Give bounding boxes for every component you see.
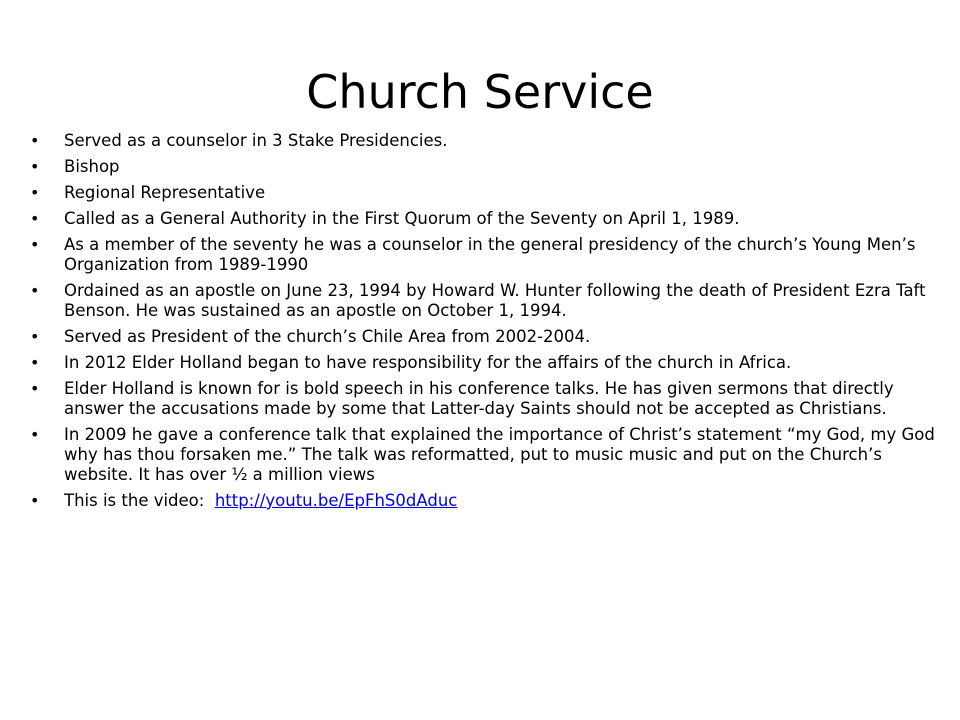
bullet-text: In 2009 he gave a conference talk that explained the importance of Christ’s statement “my God, my God why has thou forsaken me.” The talk was reformatted, put to music music and put on the Church’s website. It has over ½ a million views <box>64 425 935 484</box>
video-label: This is the video: <box>64 491 215 510</box>
bullet-icon: • <box>30 327 40 346</box>
list-item <box>30 425 955 485</box>
bullet-icon: • <box>30 379 40 398</box>
video-link[interactable]: http://youtu.be/EpFhS0dAduc <box>214 491 458 510</box>
bullet-text: Ordained as an apostle on June 23, 1994 by Howard W. Hunter following the death of President Ezra Taft Benson. He was sustained as an apostle on October 1, 1994. <box>64 281 926 320</box>
bullet-icon: • <box>30 235 40 254</box>
list-item <box>30 281 955 321</box>
bullet-list <box>30 131 955 517</box>
bullet-icon: • <box>30 491 40 510</box>
bullet-icon: • <box>30 157 40 176</box>
list-item-video <box>30 491 955 511</box>
bullet-icon: • <box>30 425 40 444</box>
bullet-icon: • <box>30 353 40 372</box>
bullet-icon: • <box>30 209 40 228</box>
bullet-text: Served as President of the church’s Chile Area from 2002-2004. <box>64 327 591 346</box>
bullet-icon: • <box>30 183 40 202</box>
bullet-text: Elder Holland is known for is bold speech in his conference talks. He has given sermons that directly answer the accusations made by some that Latter-day Saints should not be accepted as Christians. <box>64 379 894 418</box>
bullet-text: Bishop <box>64 157 120 176</box>
list-item <box>30 379 955 419</box>
list-item <box>30 209 955 229</box>
list-item <box>30 353 955 373</box>
bullet-text: Regional Representative <box>64 183 266 202</box>
list-item <box>30 131 955 151</box>
bullet-text: As a member of the seventy he was a counselor in the general presidency of the church’s Young Men’s Organization from 1989-1990 <box>64 235 916 274</box>
list-item <box>30 157 955 177</box>
list-item <box>30 183 955 203</box>
list-item <box>30 327 955 347</box>
list-item <box>30 235 955 275</box>
bullet-icon: • <box>30 131 40 150</box>
slide-title: Church Service <box>306 65 654 119</box>
bullet-text: Called as a General Authority in the First Quorum of the Seventy on April 1, 1989. <box>64 209 740 228</box>
bullet-text: Served as a counselor in 3 Stake Presidencies. <box>64 131 448 150</box>
bullet-text: In 2012 Elder Holland began to have responsibility for the affairs of the church in Africa. <box>64 353 792 372</box>
bullet-icon: • <box>30 281 40 300</box>
